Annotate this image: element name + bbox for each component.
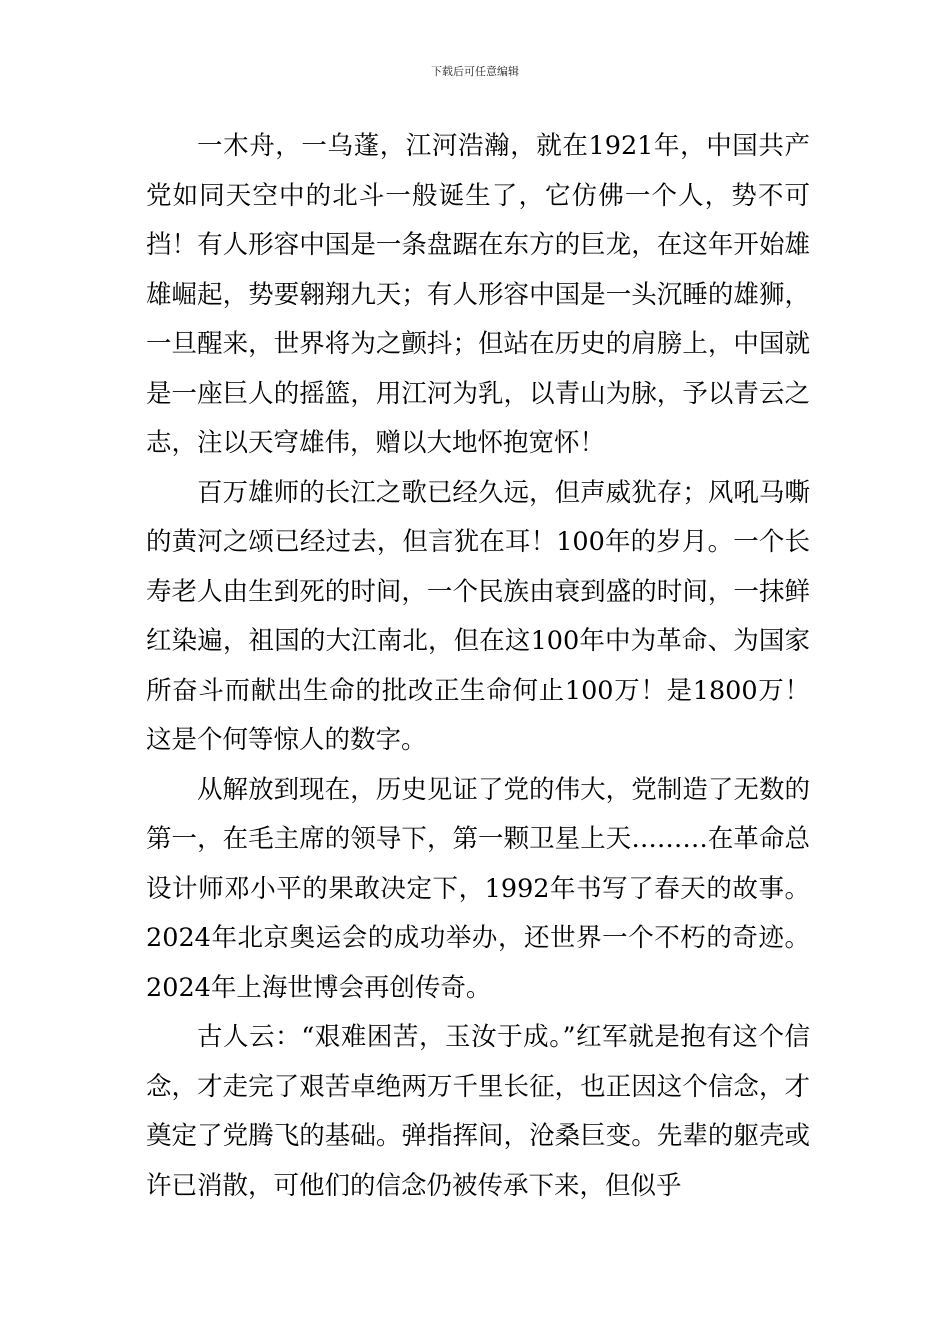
paragraph-4: 古人云：“艰难困苦，玉汝于成。”红军就是抱有这个信念，才走完了艰苦卓绝两万千里长征，也正因这个信念，才奠定了党腾飞的基础。弹指挥间，沧桑巨变。先辈的躯壳或许已消散，可他们的信念仍被传承下来，但似乎 (146, 1022, 810, 1201)
paragraph-1: 一木舟，一乌蓬，江河浩瀚，就在1921年，中国共产党如同天空中的北斗一般诞生了，它仿佛一个人，势不可挡！有人形容中国是一条盘踞在东方的巨龙，在这年开始雄雄崛起，势要翱翔九天；有人形容中国是一头沉睡的雄狮，一旦醒来，世界将为之颤抖；但站在历史的肩膀上，中国就是一座巨人的摇篮，用江河为乳，以青山为脉，予以青云之志，注以天穹雄伟，赠以大地怀抱宽怀！ (146, 131, 810, 458)
document-body (146, 122, 810, 1211)
paragraph-2: 百万雄师的长江之歌已经久远，但声威犹存；风吼马嘶的黄河之颂已经过去，但言犹在耳！100年的岁月。一个长寿老人由生到死的时间，一个民族由衰到盛的时间，一抹鲜红染遍，祖国的大江南北，但在这100年中为革命、为国家所奋斗而献出生命的批改正生命何止100万！是1800万！这是个何等惊人的数字。 (146, 477, 810, 755)
paragraph-3: 从解放到现在，历史见证了党的伟大，党制造了无数的第一，在毛主席的领导下，第一颗卫星上天………在革命总设计师邓小平的果敢决定下，1992年书写了春天的故事。2024年北京奥运会的成功举办，还世界一个不朽的奇迹。2024年上海世博会再创传奇。 (146, 774, 810, 1003)
header-note: 下载后可任意编辑 (431, 65, 519, 78)
